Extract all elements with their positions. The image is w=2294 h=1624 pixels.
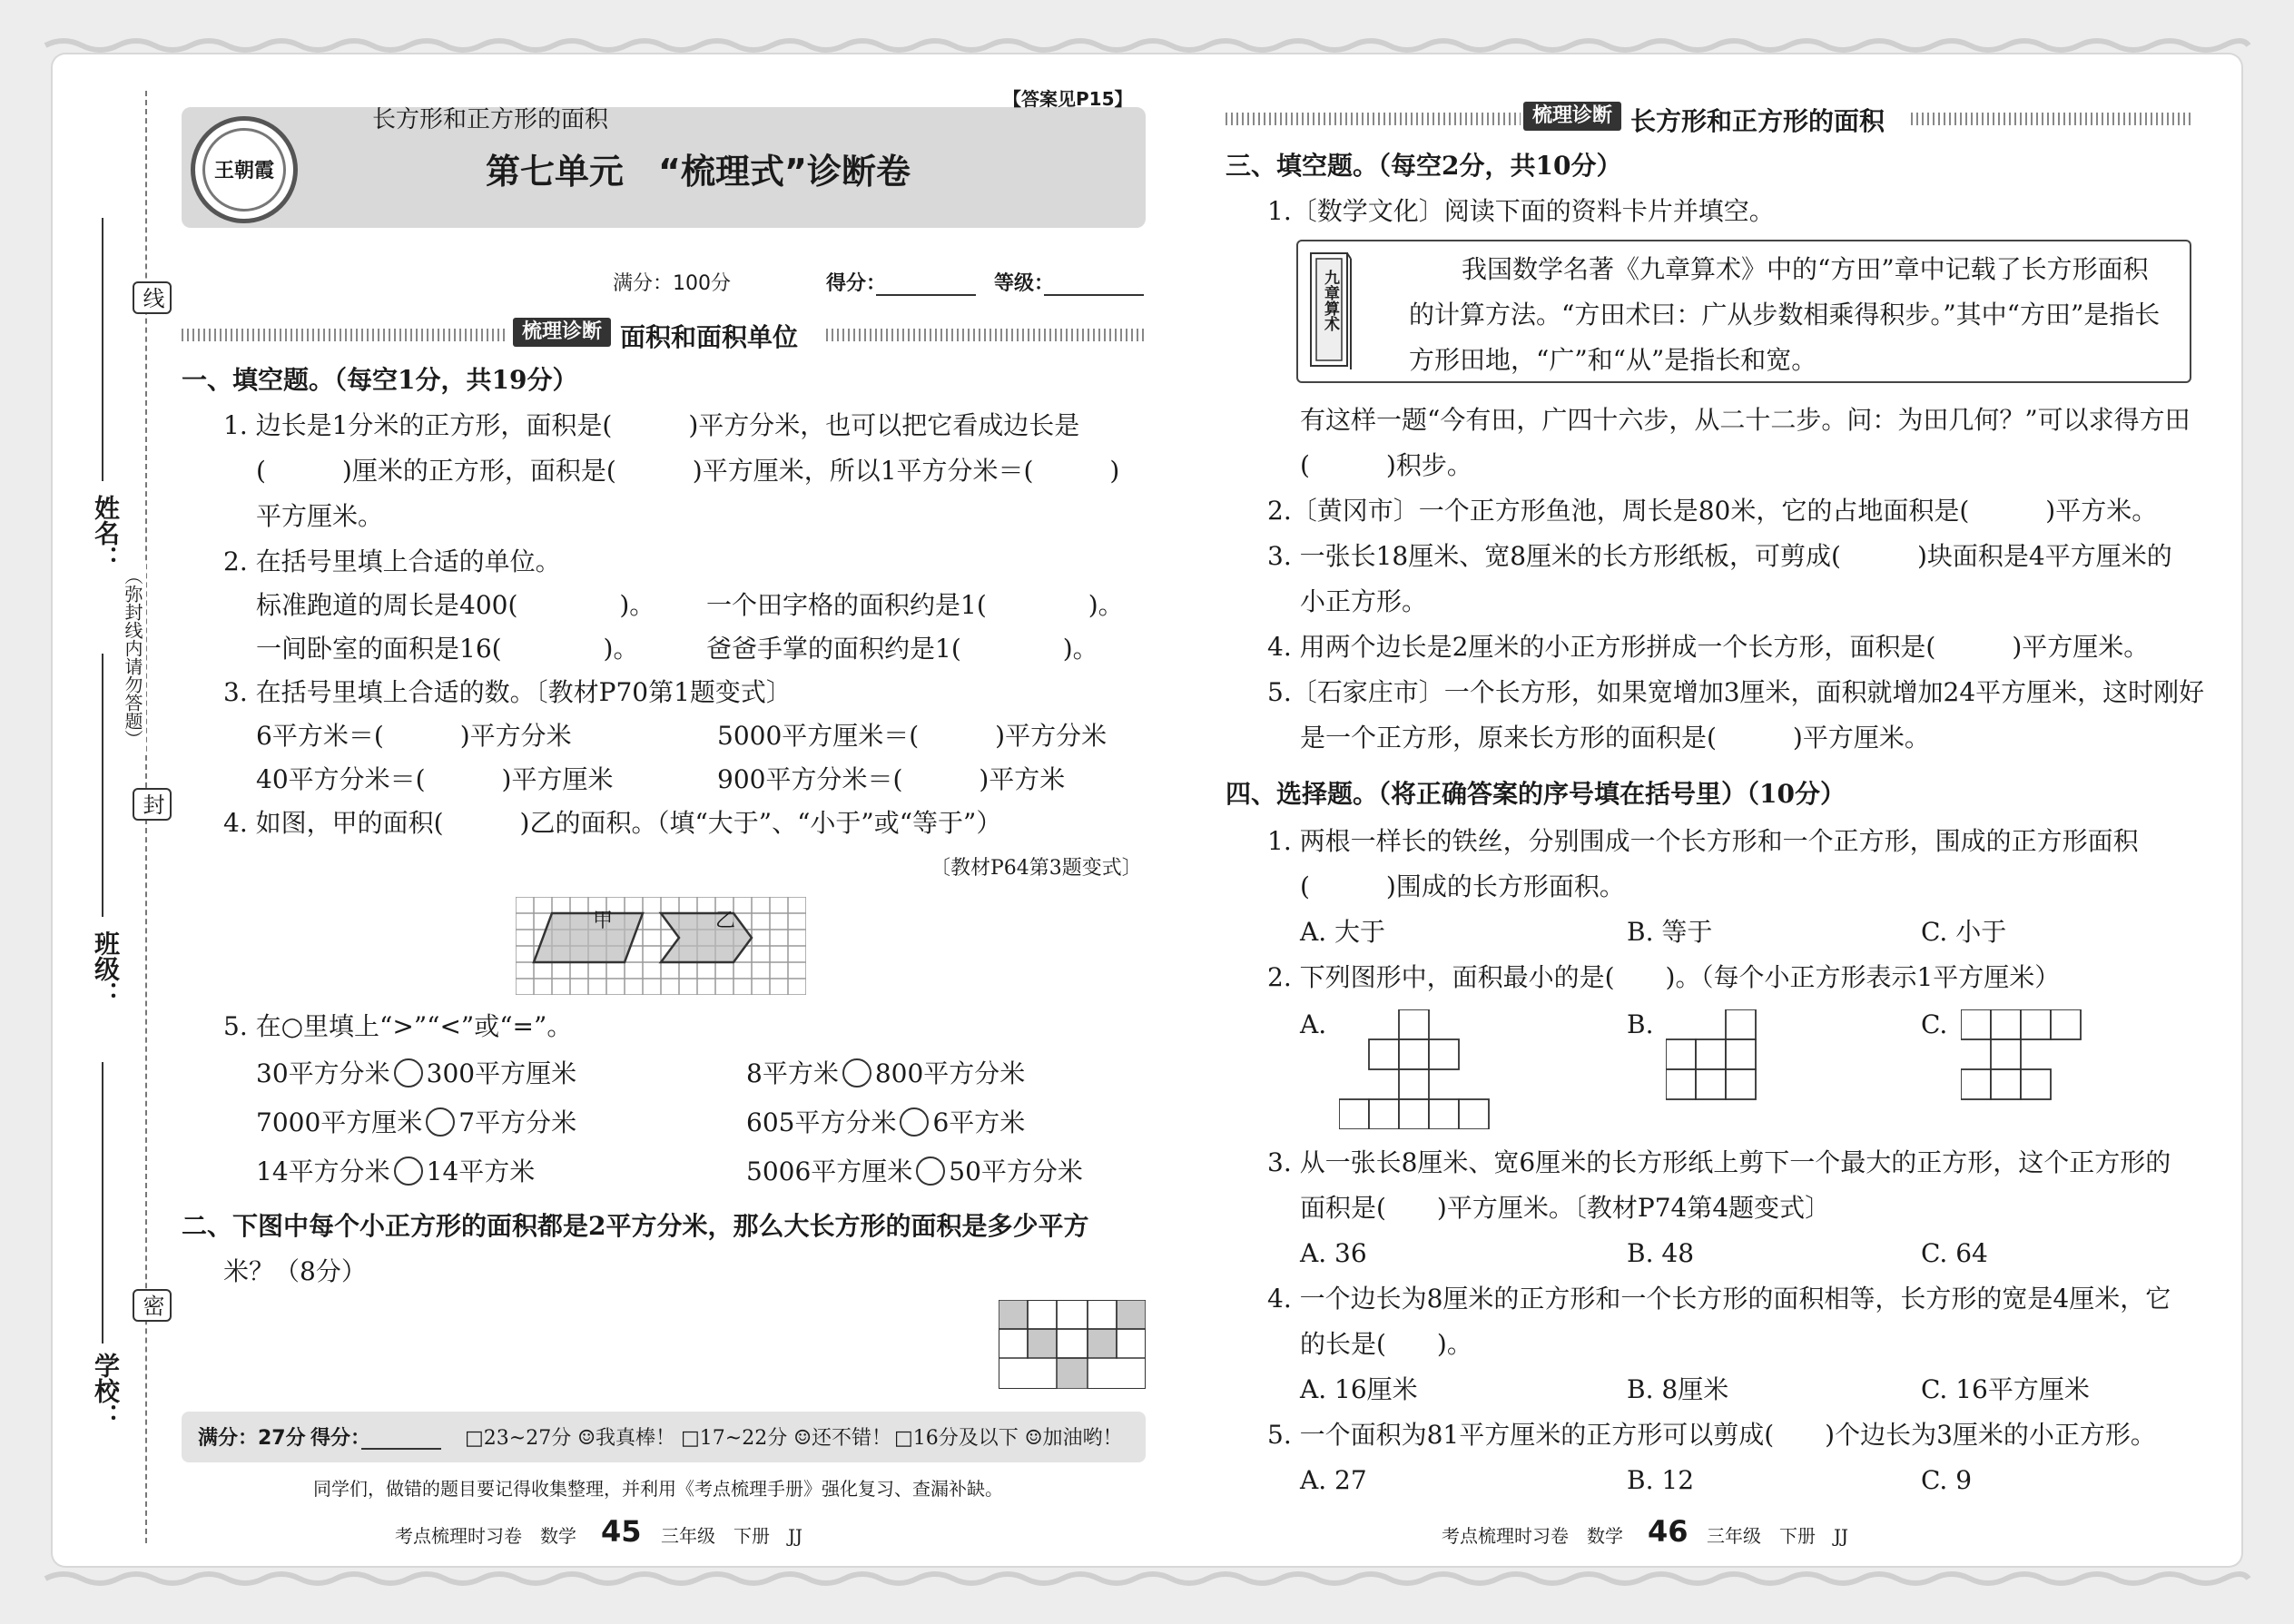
c1-line1: 1. 两根一样长的铁丝，分别围成一个长方形和一个正方形，围成的正方形面积 [1267, 826, 2139, 856]
footer-score-field[interactable] [361, 1448, 441, 1450]
r-q1-line3: ( )积步。 [1300, 450, 1472, 480]
footer-range3: □16分及以下 ☺加油哟！ [894, 1427, 1123, 1450]
c5-option-c[interactable]: C. 9 [1921, 1465, 1973, 1495]
card-line1: 我国数学名著《九章算术》中的“方田”章中记载了长方形面积 [1462, 254, 2149, 284]
page-number-left: 45 [601, 1514, 642, 1549]
q5-item5: 14平方分米 14平方米 [256, 1156, 536, 1186]
q3-item1: 6平方米＝( )平方分米 [256, 721, 572, 751]
grade-field[interactable] [1044, 294, 1144, 296]
part2-line2: 米？（8分） [223, 1256, 367, 1286]
footer-range2: □17~22分 ☺还不错！ [681, 1427, 891, 1450]
c4-option-a[interactable]: A. 16厘米 [1300, 1374, 1418, 1404]
compare-circle[interactable] [916, 1156, 945, 1186]
page-number-right: 46 [1648, 1514, 1689, 1549]
full-mark: 满分：100分 [613, 272, 731, 295]
q5-item3: 7000平方厘米 7平方分米 [256, 1107, 577, 1137]
section-tag-right: 梳理诊断 [1523, 102, 1621, 131]
section-title-left: 面积和面积单位 [620, 322, 799, 352]
compare-circle[interactable] [394, 1156, 423, 1186]
r-q1-heading: 1.〔数学文化〕阅读下面的资料卡片并填空。 [1267, 196, 1775, 226]
compare-circle[interactable] [900, 1107, 929, 1137]
seal-note: （弥封线内请勿答题） [120, 563, 146, 752]
page-grade-right: 三年级 下册 JJ [1707, 1525, 1849, 1547]
part4-heading: 四、选择题。（将正确答案的序号填在括号里）（10分） [1226, 779, 1846, 809]
grade-label: 等级： [994, 272, 1055, 295]
c1-line2: ( )围成的长方形面积。 [1300, 871, 1625, 901]
c3-line2: 面积是( )平方厘米。〔教材P74第4题变式〕 [1300, 1193, 1831, 1223]
part1-heading: 一、填空题。（每空1分，共19分） [182, 365, 578, 395]
section-hatch-right-l [1226, 113, 1521, 125]
score-label: 得分： [826, 272, 887, 295]
seal-label-line: 线 [133, 281, 172, 314]
page-book-left: 考点梳理时习卷 数学 [395, 1525, 576, 1547]
c4-option-b[interactable]: B. 8厘米 [1627, 1374, 1729, 1404]
r-q1-line2: 有这样一题“今有田，广四十六步，从二十二步。问：为田几何？”可以求得方田 [1300, 405, 2191, 435]
c3-option-c[interactable]: C. 64 [1921, 1238, 1988, 1268]
section-title-right: 长方形和正方形的面积 [1630, 106, 1885, 136]
c5-option-a[interactable]: A. 27 [1300, 1465, 1367, 1495]
c2-figure-c [1961, 1009, 2082, 1104]
q3-item4: 900平方分米＝( )平方米 [717, 764, 1066, 794]
r-q5-line2: 是一个正方形，原来长方形的面积是( )平方厘米。 [1300, 723, 1930, 753]
c2-option-c[interactable]: C. [1921, 1009, 1948, 1039]
page-book-right: 考点梳理时习卷 数学 [1442, 1525, 1623, 1547]
c3-option-a[interactable]: A. 36 [1300, 1238, 1367, 1268]
class-label: 班级： [91, 930, 121, 1007]
footer-range1: □23~27分 ☺我真棒！ [465, 1427, 675, 1450]
q5-item1: 30平方分米 300平方厘米 [256, 1058, 577, 1088]
c2-figure-b [1666, 1009, 1757, 1104]
q3-item3: 40平方分米＝( )平方厘米 [256, 764, 614, 794]
c5-text: 5. 一个面积为81平方厘米的正方形可以剪成( )个边长为3厘米的小正方形。 [1267, 1420, 2156, 1450]
r-q4: 4. 用两个边长是2厘米的小正方形拼成一个长方形，面积是( )平方厘米。 [1267, 632, 2150, 662]
q1-line2: ( )厘米的正方形，面积是( )平方厘米，所以1平方分米＝( ) [256, 456, 1120, 486]
c2-option-b[interactable]: B. [1627, 1009, 1654, 1039]
c2-figure-a [1339, 1009, 1490, 1133]
brand-logo [191, 116, 298, 223]
c2-text: 2. 下列图形中，面积最小的是( )。（每个小正方形表示1平方厘米） [1267, 962, 2061, 992]
section-hatch-right-r [1911, 113, 2192, 125]
q3-item2: 5000平方厘米＝( )平方分米 [717, 721, 1108, 751]
part3-heading: 三、填空题。（每空2分，共10分） [1226, 151, 1622, 181]
q1-line1: 1. 边长是1分米的正方形，面积是( )平方分米，也可以把它看成边长是 [223, 410, 1080, 440]
c3-line1: 3. 从一张长8厘米、宽6厘米的长方形纸上剪下一个最大的正方形，这个正方形的 [1267, 1147, 2171, 1177]
c3-option-b[interactable]: B. 48 [1627, 1238, 1695, 1268]
c4-line2: 的长是( )。 [1300, 1329, 1472, 1359]
name-field[interactable] [102, 218, 103, 481]
r-q2: 2.〔黄冈市〕一个正方形鱼池，周长是80米，它的占地面积是( )平方米。 [1267, 496, 2158, 526]
q5-item2: 8平方米 800平方分米 [746, 1058, 1026, 1088]
book-label: 九章算术 [1321, 270, 1339, 331]
part2-line1: 二、下图中每个小正方形的面积都是2平方分米，那么大长方形的面积是多少平方 [182, 1211, 1089, 1241]
page-grade-left: 三年级 下册 JJ [661, 1525, 803, 1547]
c1-option-c[interactable]: C. 小于 [1921, 917, 2007, 947]
page-title: 第七单元 “梳理式”诊断卷 [486, 152, 911, 192]
r-q3-line2: 小正方形。 [1300, 586, 1428, 616]
card-line2: 的计算方法。“方田术曰：广从步数相乘得积步。”其中“方田”是指长 [1409, 300, 2161, 330]
seal-label-seal: 封 [133, 788, 172, 821]
answer-ref: 【答案见P15】 [1003, 88, 1133, 110]
q2-heading: 2. 在括号里填上合适的单位。 [223, 546, 561, 576]
q5-item6: 5006平方厘米 50平方分米 [746, 1156, 1083, 1186]
q4-label-jia: 甲 [593, 910, 614, 932]
c2-option-a[interactable]: A. [1300, 1009, 1327, 1039]
compare-circle[interactable] [394, 1058, 423, 1088]
q4-text: 4. 如图，甲的面积( )乙的面积。（填“大于”、“小于”或“等于”） [223, 808, 1002, 838]
q5-heading: 5. 在○里填上“>”“<”或“=”。 [223, 1011, 573, 1041]
q5-item4: 605平方分米 6平方米 [746, 1107, 1026, 1137]
class-field[interactable] [102, 654, 103, 917]
name-label: 姓名： [91, 495, 121, 571]
footer-note: 同学们，做错的题目要记得收集整理，并利用《考点梳理手册》强化复习、查漏补缺。 [313, 1478, 1003, 1500]
footer-score-label: 得分： [310, 1427, 371, 1450]
header-subtitle: 长方形和正方形的面积 [372, 106, 609, 133]
card-line3: 方形田地，“广”和“从”是指长和宽。 [1409, 345, 1817, 375]
q3-heading: 3. 在括号里填上合适的数。〔教材P70第1题变式〕 [223, 677, 792, 707]
compare-circle[interactable] [842, 1058, 871, 1088]
q4-ref: 〔教材P64第3题变式〕 [930, 857, 1142, 880]
compare-circle[interactable] [426, 1107, 455, 1137]
q2-item2: 一个田字格的面积约是1( )。 [706, 590, 1124, 620]
part2-grid-figure [999, 1300, 1146, 1389]
c4-option-c[interactable]: C. 16平方厘米 [1921, 1374, 2090, 1404]
q2-item3: 一间卧室的面积是16( )。 [256, 634, 639, 664]
q1-line3: 平方厘米。 [256, 501, 384, 531]
brand-name: 王朝霞 [213, 160, 274, 182]
q2-item4: 爸爸手掌的面积约是1( )。 [706, 634, 1098, 664]
book-icon [1307, 250, 1353, 371]
section-tag-left: 梳理诊断 [513, 318, 611, 347]
footer-full-mark: 满分：27分 [198, 1427, 306, 1450]
q4-grid-figure [516, 897, 806, 995]
r-q3-line1: 3. 一张长18厘米、宽8厘米的长方形纸板，可剪成( )块面积是4平方厘米的 [1267, 541, 2172, 571]
c5-option-b[interactable]: B. 12 [1627, 1465, 1695, 1495]
r-q5-line1: 5.〔石家庄市〕一个长方形，如果宽增加3厘米，面积就增加24平方厘米，这时刚好 [1267, 677, 2205, 707]
q4-label-yi: 乙 [715, 910, 736, 932]
q2-item1: 标准跑道的周长是400( )。 [256, 590, 655, 620]
school-field[interactable] [102, 1062, 103, 1343]
c4-line1: 4. 一个边长为8厘米的正方形和一个长方形的面积相等，长方形的宽是4厘米，它 [1267, 1284, 2171, 1314]
seal-label-secret: 密 [133, 1289, 172, 1322]
section-hatch-left [182, 329, 508, 341]
c1-option-a[interactable]: A. 大于 [1300, 917, 1386, 947]
section-hatch-right [826, 329, 1146, 341]
score-field[interactable] [876, 294, 976, 296]
c1-option-b[interactable]: B. 等于 [1627, 917, 1713, 947]
school-label: 学校： [91, 1353, 121, 1429]
